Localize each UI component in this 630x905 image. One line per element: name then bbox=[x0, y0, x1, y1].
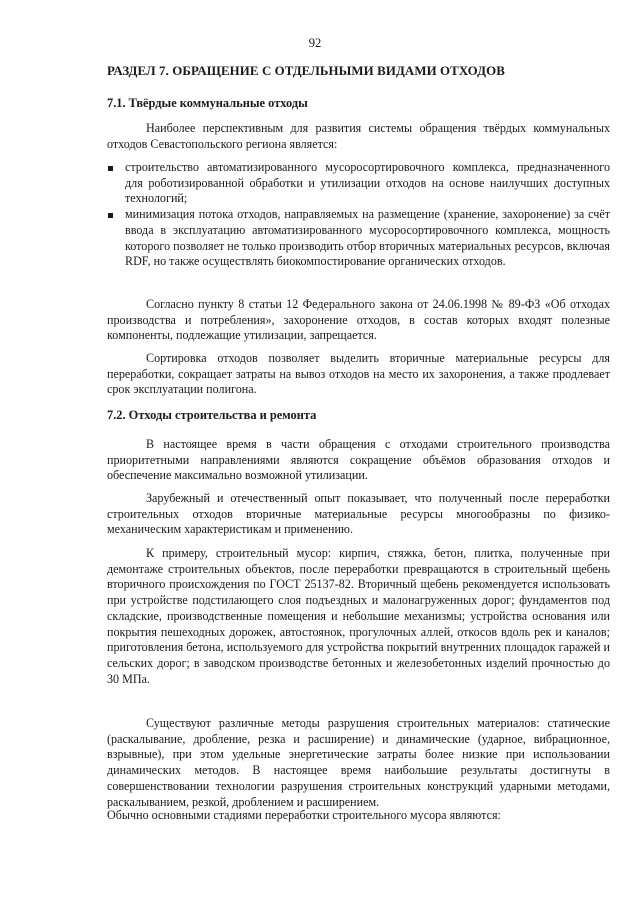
list-item: минимизация потока отходов, направляемых на размещение (хранение, захоронение) за счёт ввода в эксплуатацию автоматизированного мусоросортировочного комплекса, мощность которого позволяет не только производить отбор вторичных материальных ресурсов, включая RDF, но также осуществлять биокомпостирование органических отходов. bbox=[107, 207, 610, 270]
paragraph-stages: Обычно основными стадиями переработки строительного мусора являются: bbox=[107, 808, 501, 822]
paragraph-intro: Наиболее перспективным для развития системы обращения твёрдых коммунальных отходов Севастопольского региона является: bbox=[107, 121, 610, 151]
paragraph-methods: Существуют различные методы разрушения строительных материалов: статические (раскалывание, дробление, резка и расширение) и динамические (ударное, вибрационное, взрывные), при этом удельные энергетические затраты более низкие при использовании динамических методов. В настоящее время наибольшие результаты достигнуты в совершенствовании технологии разрушения строительных конструкций ударными методами, раскалыванием, резкой, дроблением и расширением. bbox=[107, 716, 610, 809]
paragraph-experience: Зарубежный и отечественный опыт показывает, что полученный после переработки строительных отходов вторичные материальные ресурсы многообразны по физико-механическим характеристикам и применению. bbox=[107, 491, 610, 537]
subsection-title-7-2: 7.2. Отходы строительства и ремонта bbox=[107, 408, 317, 422]
bullet-marker bbox=[108, 166, 113, 171]
paragraph-example: К примеру, строительный мусор: кирпич, стяжка, бетон, плитка, полученные при демонтаже строительных объектов, после переработки превращаются в строительный щебень вторичного происхождения по ГОСТ 25137-82. Вторичный щебень рекомендуется использовать при устройстве подстилающего слоя подъездных и малонагруженных дорог; фундаментов под складские, производственные помещения и небольшие механизмы; устройства основания или покрытия пешеходных дорожек, автостоянок, прогулочных аллей, откосов вдоль рек и каналов; приготовления бетона, используемого для устройства покрытий внутренних площадок гаражей и сельских дорог; в заводском производстве бетонных и железобетонных изделий прочностью до 30 МПа. bbox=[107, 546, 610, 686]
paragraph-law: Согласно пункту 8 статьи 12 Федерального закона от 24.06.1998 № 89-ФЗ «Об отходах производства и потребления», захоронение отходов, в состав которых входят полезные компоненты, подлежащие утилизации, запрещается. bbox=[107, 297, 610, 343]
bullet-marker bbox=[108, 213, 113, 218]
list-item: строительство автоматизированного мусоросортировочного комплекса, предназначенного для роботизированной обработки и утилизации отходов на основе наилучших доступных технологий; bbox=[107, 160, 610, 207]
paragraph-priorities: В настоящее время в части обращения с отходами строительного производства приоритетными направлениями являются сокращение объёмов образования отходов и обеспечение максимально возможной утилизации. bbox=[107, 437, 610, 483]
section-title: РАЗДЕЛ 7. ОБРАЩЕНИЕ С ОТДЕЛЬНЫМИ ВИДАМИ ОТХОДОВ bbox=[107, 64, 505, 78]
page-number: 92 bbox=[308, 36, 322, 50]
paragraph-sorting: Сортировка отходов позволяет выделить вторичные материальные ресурсы для переработки, сокращает затраты на вывоз отходов на место их захоронения, а также продлевает срок эксплуатации полигона. bbox=[107, 351, 610, 397]
subsection-title-7-1: 7.1. Твёрдые коммунальные отходы bbox=[107, 96, 308, 110]
bullet-list bbox=[107, 160, 610, 270]
